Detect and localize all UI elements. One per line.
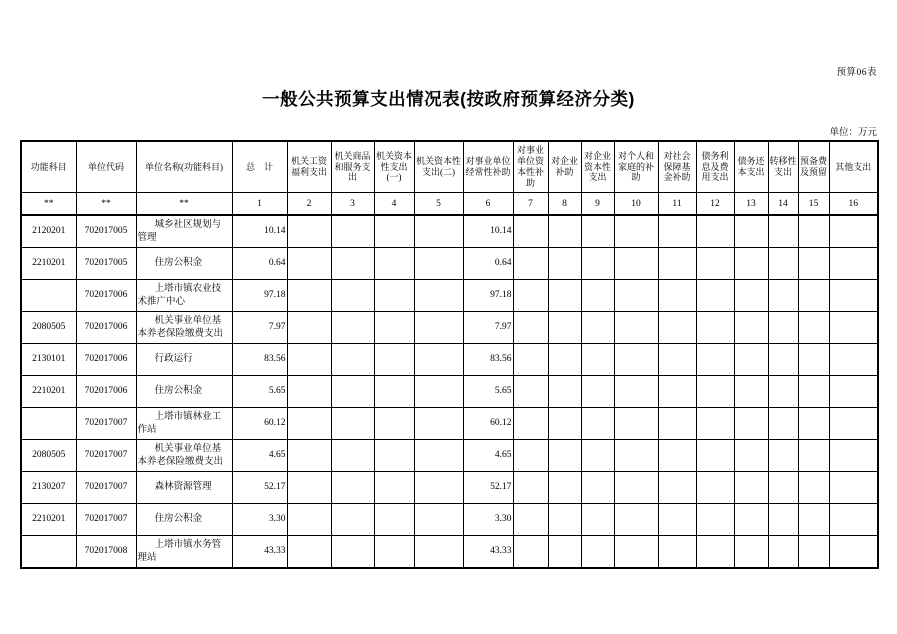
value-cell [414, 472, 463, 504]
value-cell [614, 280, 658, 312]
value-cell [768, 408, 798, 440]
unit-name-cell: 住房公积金 [136, 248, 232, 280]
unit-code-cell: 702017005 [76, 215, 136, 248]
column-header-6: 机关商品和服务支出 [331, 141, 374, 193]
column-code-6: 3 [331, 193, 374, 216]
value-cell: 7.97 [463, 312, 513, 344]
table-row [21, 376, 878, 408]
value-cell [414, 215, 463, 248]
value-cell: 60.12 [232, 408, 287, 440]
value-cell [513, 440, 548, 472]
value-cell [513, 504, 548, 536]
unit-code-cell: 702017006 [76, 312, 136, 344]
value-cell [768, 248, 798, 280]
value-cell [798, 215, 829, 248]
unit-note: 单位：万元 [829, 128, 877, 138]
column-header-13: 对个人和家庭的补助 [614, 141, 658, 193]
function-code-cell [21, 536, 76, 569]
value-cell [374, 280, 414, 312]
value-cell [287, 312, 331, 344]
column-code-13: 10 [614, 193, 658, 216]
column-code-9: 6 [463, 193, 513, 216]
column-header-5: 机关工资福利支出 [287, 141, 331, 193]
value-cell [658, 376, 696, 408]
value-cell [798, 440, 829, 472]
value-cell: 3.30 [463, 504, 513, 536]
value-cell [734, 248, 768, 280]
column-code-18: 15 [798, 193, 829, 216]
value-cell [287, 440, 331, 472]
value-cell [548, 504, 581, 536]
value-cell [331, 504, 374, 536]
table-row [21, 312, 878, 344]
column-code-16: 13 [734, 193, 768, 216]
function-code-cell [21, 280, 76, 312]
value-cell [548, 280, 581, 312]
value-cell [287, 344, 331, 376]
value-cell [798, 312, 829, 344]
value-cell [513, 408, 548, 440]
value-cell: 52.17 [463, 472, 513, 504]
value-cell: 0.64 [232, 248, 287, 280]
column-code-4: 1 [232, 193, 287, 216]
value-cell [548, 376, 581, 408]
value-cell [658, 408, 696, 440]
table-row [21, 344, 878, 376]
value-cell [696, 504, 734, 536]
value-cell [513, 215, 548, 248]
value-cell [768, 312, 798, 344]
column-code-11: 8 [548, 193, 581, 216]
value-cell [696, 248, 734, 280]
unit-code-cell: 702017006 [76, 280, 136, 312]
value-cell [829, 312, 878, 344]
value-cell [829, 376, 878, 408]
value-cell [658, 440, 696, 472]
value-cell [658, 280, 696, 312]
value-cell [768, 215, 798, 248]
column-header-11: 对企业补助 [548, 141, 581, 193]
value-cell [374, 504, 414, 536]
value-cell [374, 440, 414, 472]
value-cell: 60.12 [463, 408, 513, 440]
value-cell [513, 376, 548, 408]
header-row-codes [21, 193, 878, 216]
function-code-cell: 2210201 [21, 248, 76, 280]
value-cell [374, 344, 414, 376]
value-cell: 4.65 [463, 440, 513, 472]
column-code-5: 2 [287, 193, 331, 216]
value-cell [658, 472, 696, 504]
value-cell [658, 344, 696, 376]
unit-code-cell: 702017005 [76, 248, 136, 280]
value-cell [734, 472, 768, 504]
value-cell [414, 248, 463, 280]
value-cell [513, 280, 548, 312]
value-cell [829, 215, 878, 248]
value-cell [581, 408, 614, 440]
value-cell: 97.18 [463, 280, 513, 312]
value-cell: 7.97 [232, 312, 287, 344]
unit-name-cell: 上塔市镇水务管理站 [136, 536, 232, 569]
value-cell [829, 472, 878, 504]
value-cell: 5.65 [232, 376, 287, 408]
value-cell: 10.14 [463, 215, 513, 248]
value-cell [696, 312, 734, 344]
value-cell: 4.65 [232, 440, 287, 472]
value-cell [734, 312, 768, 344]
value-cell [798, 472, 829, 504]
value-cell [287, 215, 331, 248]
value-cell [374, 408, 414, 440]
value-cell [798, 344, 829, 376]
budget-table [20, 140, 879, 569]
unit-name-cell: 上塔市镇农业技术推广中心 [136, 280, 232, 312]
column-header-16: 债务还本支出 [734, 141, 768, 193]
unit-name-cell: 城乡社区规划与管理 [136, 215, 232, 248]
value-cell [614, 312, 658, 344]
value-cell [287, 536, 331, 569]
value-cell [287, 408, 331, 440]
table-row [21, 440, 878, 472]
value-cell [658, 248, 696, 280]
column-header-12: 对企业资本性支出 [581, 141, 614, 193]
column-header-9: 对事业单位经常性补助 [463, 141, 513, 193]
value-cell [374, 248, 414, 280]
value-cell [548, 312, 581, 344]
value-cell [548, 248, 581, 280]
value-cell [331, 312, 374, 344]
value-cell [768, 344, 798, 376]
unit-code-cell: 702017007 [76, 472, 136, 504]
value-cell [798, 280, 829, 312]
value-cell: 43.33 [463, 536, 513, 569]
column-code-17: 14 [768, 193, 798, 216]
function-code-cell: 2080505 [21, 440, 76, 472]
value-cell [331, 280, 374, 312]
value-cell [331, 440, 374, 472]
value-cell [513, 248, 548, 280]
column-header-7: 机关资本性支出(一) [374, 141, 414, 193]
value-cell [581, 312, 614, 344]
value-cell: 97.18 [232, 280, 287, 312]
value-cell [614, 504, 658, 536]
value-cell [734, 280, 768, 312]
value-cell [414, 312, 463, 344]
value-cell [581, 344, 614, 376]
value-cell [414, 536, 463, 569]
function-code-cell: 2210201 [21, 504, 76, 536]
column-header-14: 对社会保障基金补助 [658, 141, 696, 193]
value-cell [548, 472, 581, 504]
function-code-cell: 2130207 [21, 472, 76, 504]
unit-code-cell: 702017008 [76, 536, 136, 569]
value-cell [414, 376, 463, 408]
value-cell [414, 440, 463, 472]
value-cell [581, 280, 614, 312]
column-code-7: 4 [374, 193, 414, 216]
column-code-10: 7 [513, 193, 548, 216]
value-cell [581, 440, 614, 472]
function-code-cell: 2080505 [21, 312, 76, 344]
value-cell [829, 280, 878, 312]
value-cell: 43.33 [232, 536, 287, 569]
function-code-cell: 2130101 [21, 344, 76, 376]
value-cell [548, 440, 581, 472]
unit-name-cell: 机关事业单位基本养老保险缴费支出 [136, 440, 232, 472]
value-cell [331, 344, 374, 376]
unit-code-cell: 702017007 [76, 408, 136, 440]
function-code-cell: 2210201 [21, 376, 76, 408]
value-cell [696, 215, 734, 248]
value-cell [798, 408, 829, 440]
value-cell [548, 215, 581, 248]
value-cell [696, 472, 734, 504]
value-cell [331, 536, 374, 569]
function-code-cell: 2120201 [21, 215, 76, 248]
unit-name-cell: 上塔市镇林业工作站 [136, 408, 232, 440]
value-cell [287, 472, 331, 504]
column-header-3: 单位名称(功能科目) [136, 141, 232, 193]
column-header-8: 机关资本性支出(二) [414, 141, 463, 193]
unit-code-cell: 702017006 [76, 376, 136, 408]
column-code-15: 12 [696, 193, 734, 216]
table-row [21, 215, 878, 248]
unit-name-cell: 森林资源管理 [136, 472, 232, 504]
value-cell [548, 344, 581, 376]
value-cell [331, 248, 374, 280]
value-cell [734, 504, 768, 536]
function-code-cell [21, 408, 76, 440]
value-cell [614, 344, 658, 376]
value-cell [696, 408, 734, 440]
column-header-4: 总 计 [232, 141, 287, 193]
unit-code-cell: 702017006 [76, 344, 136, 376]
unit-name-cell: 机关事业单位基本养老保险缴费支出 [136, 312, 232, 344]
value-cell [414, 408, 463, 440]
value-cell [696, 440, 734, 472]
value-cell [581, 215, 614, 248]
value-cell [734, 536, 768, 569]
table-row [21, 472, 878, 504]
value-cell [331, 472, 374, 504]
unit-code-cell: 702017007 [76, 504, 136, 536]
value-cell [581, 504, 614, 536]
unit-name-cell: 住房公积金 [136, 376, 232, 408]
value-cell: 10.14 [232, 215, 287, 248]
header-row-labels [21, 141, 878, 193]
value-cell [696, 536, 734, 569]
value-cell [614, 536, 658, 569]
value-cell [734, 344, 768, 376]
value-cell: 3.30 [232, 504, 287, 536]
column-header-19: 其他支出 [829, 141, 878, 193]
table-row [21, 504, 878, 536]
value-cell [798, 248, 829, 280]
value-cell [696, 376, 734, 408]
value-cell [414, 344, 463, 376]
unit-name-cell: 住房公积金 [136, 504, 232, 536]
unit-code-cell: 702017007 [76, 440, 136, 472]
value-cell [768, 504, 798, 536]
value-cell [374, 215, 414, 248]
column-header-2: 单位代码 [76, 141, 136, 193]
value-cell [287, 504, 331, 536]
value-cell [696, 280, 734, 312]
value-cell [696, 344, 734, 376]
value-cell [658, 504, 696, 536]
value-cell [768, 440, 798, 472]
column-code-3: ** [136, 193, 232, 216]
value-cell [287, 376, 331, 408]
value-cell [829, 408, 878, 440]
value-cell [614, 472, 658, 504]
value-cell [513, 312, 548, 344]
value-cell [374, 472, 414, 504]
value-cell [768, 536, 798, 569]
value-cell [548, 408, 581, 440]
table-row [21, 280, 878, 312]
value-cell [287, 248, 331, 280]
value-cell [614, 408, 658, 440]
unit-name-cell: 行政运行 [136, 344, 232, 376]
value-cell [513, 536, 548, 569]
value-cell [768, 280, 798, 312]
value-cell [734, 376, 768, 408]
value-cell [734, 215, 768, 248]
value-cell: 5.65 [463, 376, 513, 408]
column-code-12: 9 [581, 193, 614, 216]
value-cell [829, 248, 878, 280]
value-cell [734, 408, 768, 440]
value-cell [658, 536, 696, 569]
value-cell [768, 472, 798, 504]
value-cell [798, 536, 829, 569]
value-cell [614, 248, 658, 280]
value-cell [374, 536, 414, 569]
value-cell [374, 376, 414, 408]
value-cell [581, 536, 614, 569]
value-cell [829, 536, 878, 569]
value-cell [798, 504, 829, 536]
column-header-15: 债务利息及费用支出 [696, 141, 734, 193]
value-cell [513, 472, 548, 504]
column-header-17: 转移性支出 [768, 141, 798, 193]
value-cell [374, 312, 414, 344]
value-cell [768, 376, 798, 408]
column-code-14: 11 [658, 193, 696, 216]
value-cell [658, 312, 696, 344]
value-cell [331, 215, 374, 248]
value-cell [287, 280, 331, 312]
column-code-1: ** [21, 193, 76, 216]
column-code-2: ** [76, 193, 136, 216]
value-cell [331, 408, 374, 440]
page-title: 一般公共预算支出情况表(按政府预算经济分类) [262, 89, 635, 109]
table-row [21, 536, 878, 569]
value-cell [581, 376, 614, 408]
value-cell [331, 376, 374, 408]
form-code-label: 预算06表 [836, 68, 877, 78]
column-header-1: 功能科目 [21, 141, 76, 193]
value-cell: 52.17 [232, 472, 287, 504]
column-code-8: 5 [414, 193, 463, 216]
column-header-18: 预备费及预留 [798, 141, 829, 193]
value-cell [798, 376, 829, 408]
value-cell [614, 376, 658, 408]
value-cell [658, 215, 696, 248]
table-row [21, 408, 878, 440]
value-cell [829, 504, 878, 536]
value-cell [414, 280, 463, 312]
value-cell [548, 536, 581, 569]
value-cell: 83.56 [232, 344, 287, 376]
table-row [21, 248, 878, 280]
value-cell [734, 440, 768, 472]
value-cell [829, 344, 878, 376]
value-cell [829, 440, 878, 472]
value-cell: 0.64 [463, 248, 513, 280]
value-cell [513, 344, 548, 376]
value-cell [414, 504, 463, 536]
column-code-19: 16 [829, 193, 878, 216]
value-cell [581, 472, 614, 504]
value-cell [581, 248, 614, 280]
column-header-10: 对事业单位资本性补助 [513, 141, 548, 193]
value-cell [614, 440, 658, 472]
value-cell: 83.56 [463, 344, 513, 376]
value-cell [614, 215, 658, 248]
